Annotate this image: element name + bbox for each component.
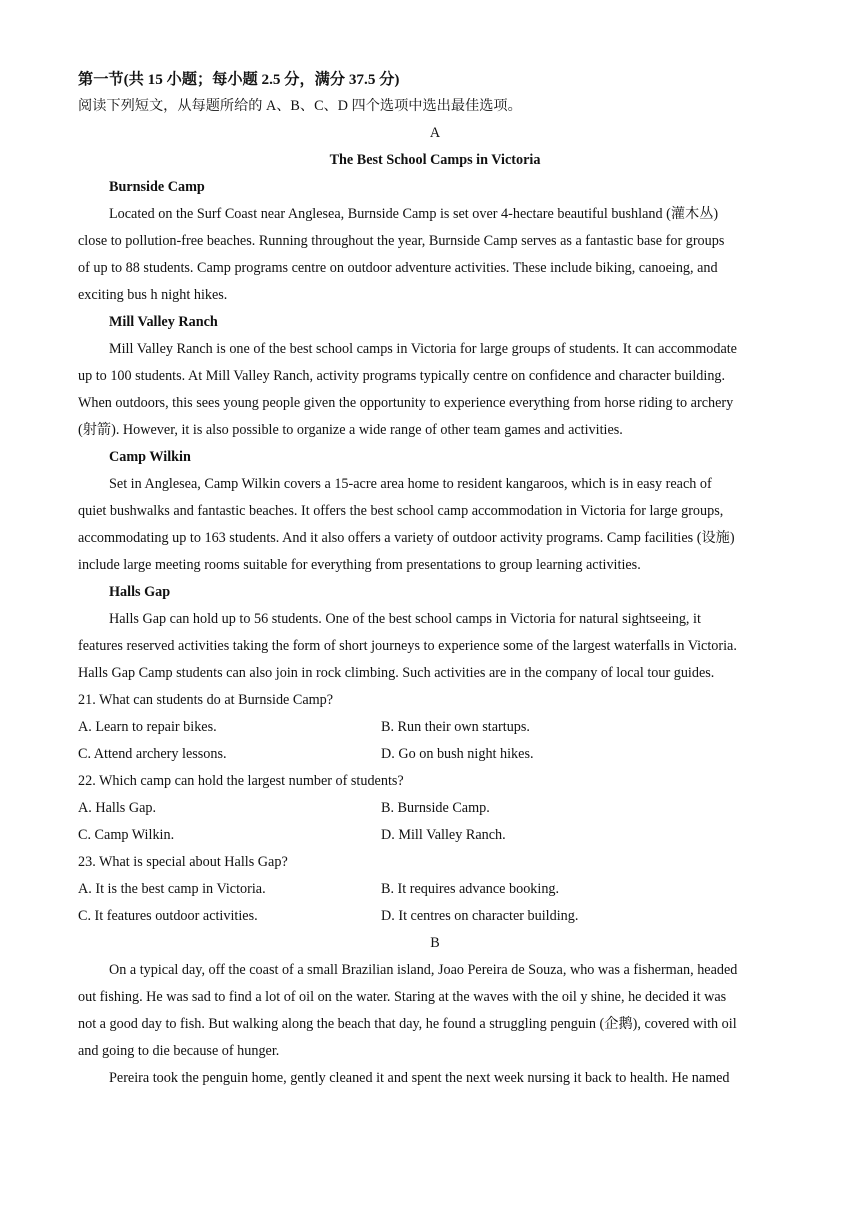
option-c: C. Camp Wilkin.	[78, 827, 175, 843]
option-row	[78, 795, 792, 822]
option-row	[78, 741, 792, 768]
option-b: B. Burnside Camp.	[381, 800, 490, 816]
text-line: not a good day to fish. But walking along the beach that day, he found a struggling penguin (企鹅), covered with oil	[78, 1016, 737, 1032]
exam-page	[78, 66, 792, 1092]
option-d: D. It centres on character building.	[381, 908, 579, 924]
text-line: close to pollution-free beaches. Running throughout the year, Burnside Camp serves as a fantastic base for groups	[78, 233, 725, 249]
text-line: Set in Anglesea, Camp Wilkin covers a 15-acre area home to resident kangaroos, which is in easy reach of	[109, 476, 712, 492]
text-line: Mill Valley Ranch is one of the best school camps in Victoria for large groups of students. It can accommodate	[109, 341, 737, 357]
section-title: 第一节(共 15 小题；每小题 2.5 分，满分 37.5 分)	[78, 71, 400, 88]
text-line: (射箭). However, it is also possible to organize a wide range of other team games and activities.	[78, 422, 623, 438]
option-b: B. Run their own startups.	[381, 719, 530, 735]
option-c: C. Attend archery lessons.	[78, 746, 227, 762]
option-row	[78, 714, 792, 741]
text-line: quiet bushwalks and fantastic beaches. It offers the best school camp accommodation in Victoria for large groups,	[78, 503, 724, 519]
camp-heading-burnside: Burnside Camp	[109, 179, 205, 195]
camp-heading-wilkin: Camp Wilkin	[109, 449, 191, 465]
option-row	[78, 903, 792, 930]
text-line: accommodating up to 163 students. And it also offers a variety of outdoor activity programs. Camp facilities (设施)	[78, 530, 735, 546]
option-row	[78, 876, 792, 903]
text-line: Halls Gap Camp students can also join in rock climbing. Such activities are in the company of local tour guides.	[78, 665, 715, 681]
text-line: On a typical day, off the coast of a small Brazilian island, Joao Pereira de Souza, who was a fisherman, headed	[109, 962, 738, 978]
camp-heading-mill-valley: Mill Valley Ranch	[109, 314, 218, 330]
passage-a-title: The Best School Camps in Victoria	[329, 152, 541, 168]
option-c: C. It features outdoor activities.	[78, 908, 258, 924]
option-a: A. Learn to repair bikes.	[78, 719, 217, 735]
option-a: A. Halls Gap.	[78, 800, 157, 816]
section-instruction: 阅读下列短文，从每题所给的 A、B、C、D 四个选项中选出最佳选项。	[78, 98, 522, 114]
camp-heading-halls-gap: Halls Gap	[109, 584, 171, 600]
text-line: Pereira took the penguin home, gently cleaned it and spent the next week nursing it back to health. He named	[109, 1070, 730, 1086]
option-d: D. Go on bush night hikes.	[381, 746, 534, 762]
question-stem: 23. What is special about Halls Gap?	[78, 854, 288, 870]
question-stem: 22. Which camp can hold the largest number of students?	[78, 773, 404, 789]
passage-a-label: A	[429, 125, 441, 141]
text-line: Located on the Surf Coast near Anglesea, Burnside Camp is set over 4-hectare beautiful bushland (灌木丛)	[109, 206, 719, 222]
option-d: D. Mill Valley Ranch.	[381, 827, 506, 843]
option-a: A. It is the best camp in Victoria.	[78, 881, 266, 897]
text-line: out fishing. He was sad to find a lot of oil on the water. Staring at the waves with the oil y shine, he decided it was	[78, 989, 727, 1005]
text-line: features reserved activities taking the form of short journeys to experience some of the largest waterfalls in Victoria.	[78, 638, 737, 654]
text-line: and going to die because of hunger.	[78, 1043, 280, 1059]
text-line: of up to 88 students. Camp programs centre on outdoor adventure activities. These include biking, canoeing, and	[78, 260, 718, 276]
option-row	[78, 822, 792, 849]
text-line: When outdoors, this sees young people given the opportunity to experience everything from horse riding to archery	[78, 395, 734, 411]
text-line: include large meeting rooms suitable for everything from presentations to group learning activities.	[78, 557, 641, 573]
text-line: Halls Gap can hold up to 56 students. One of the best school camps in Victoria for natural sightseeing, it	[109, 611, 701, 627]
option-b: B. It requires advance booking.	[381, 881, 560, 897]
passage-b-label: B	[430, 935, 440, 951]
text-line: up to 100 students. At Mill Valley Ranch, activity programs typically centre on confidence and character building.	[78, 368, 726, 384]
text-line: exciting bus h night hikes.	[78, 287, 228, 303]
question-stem: 21. What can students do at Burnside Camp?	[78, 692, 334, 708]
